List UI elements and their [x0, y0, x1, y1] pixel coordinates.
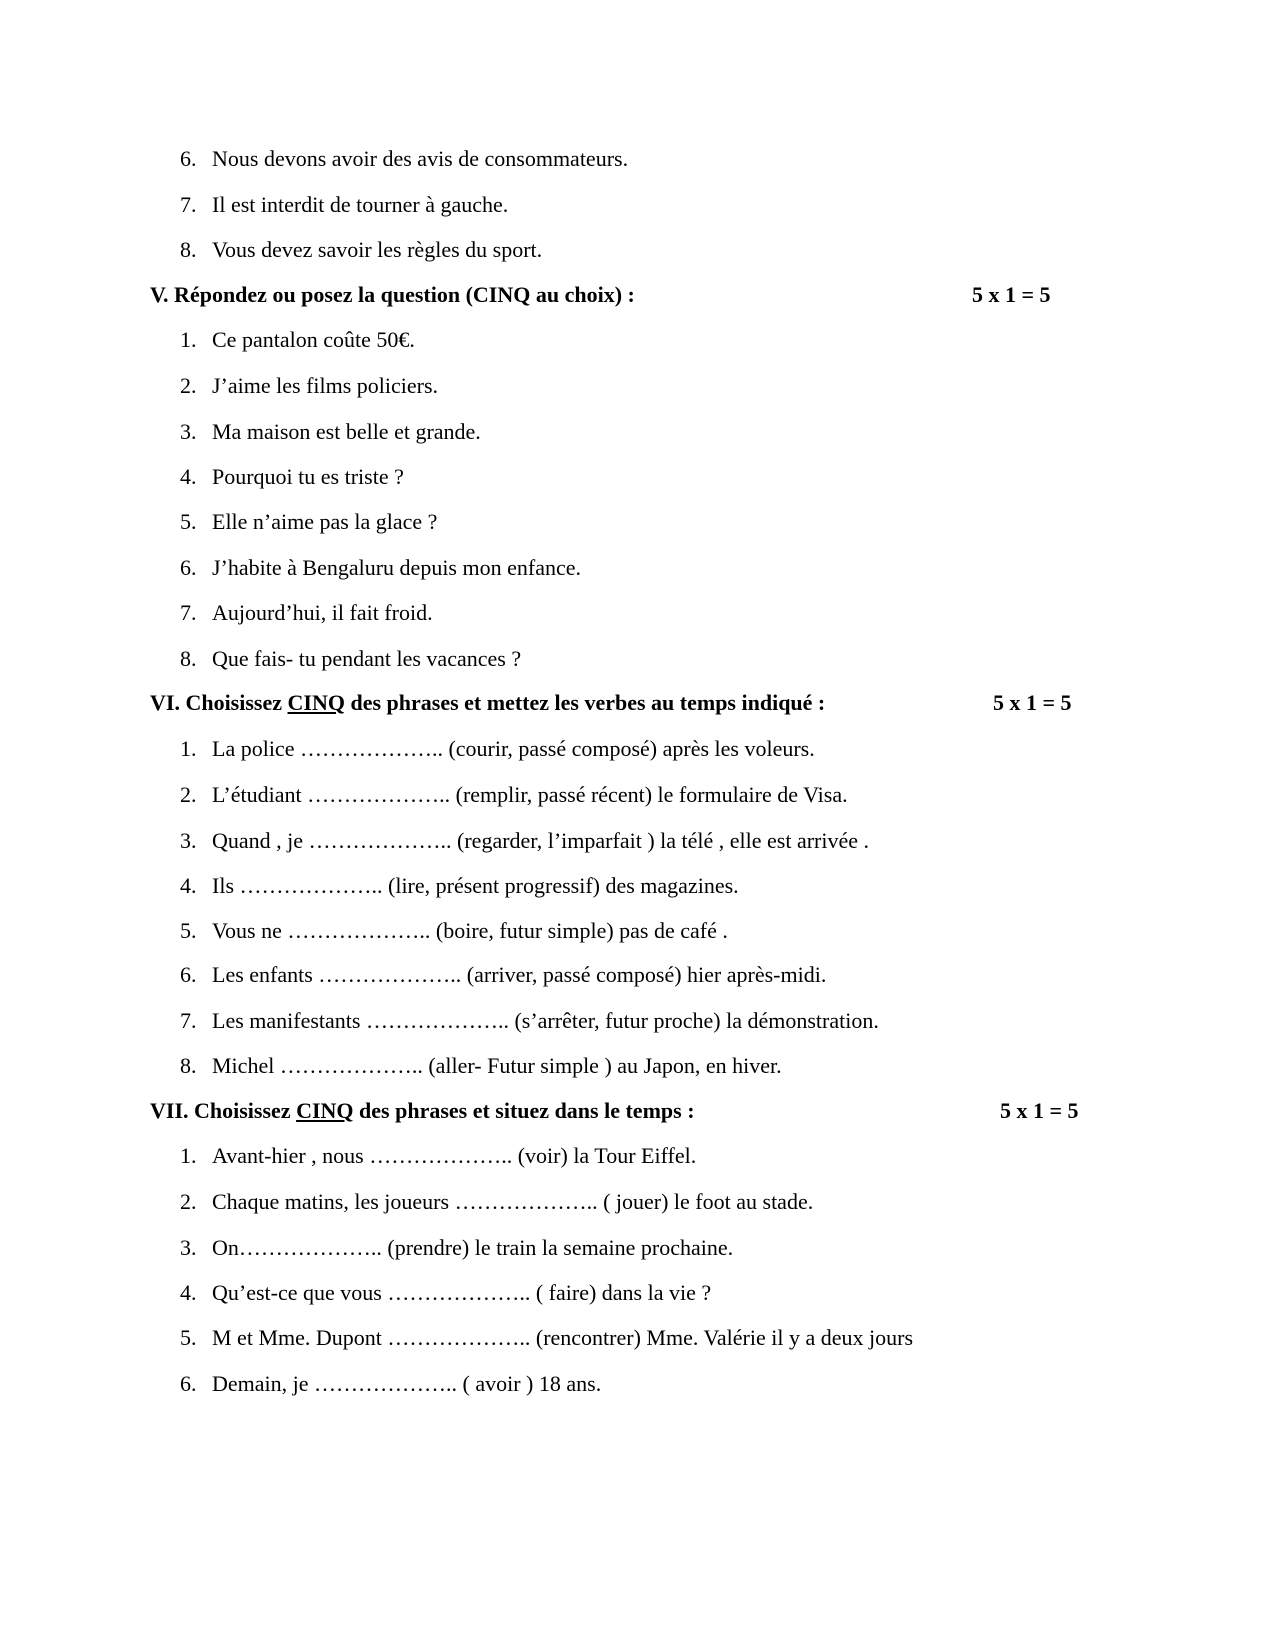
item-text: Aujourd’hui, il fait froid. [212, 600, 433, 625]
item-text: Ils ……………….. (lire, présent progressif) des magazines. [212, 873, 739, 898]
section-vii-marks: 5 x 1 = 5 [1000, 1098, 1079, 1123]
item-text: Demain, je ……………….. ( avoir ) 18 ans. [212, 1371, 602, 1396]
item-number: 5. [180, 509, 197, 534]
item-number: 3. [180, 419, 197, 444]
list-item [180, 509, 437, 535]
item-number: 2. [180, 373, 197, 398]
list-item [180, 962, 826, 988]
list-item [180, 1325, 913, 1351]
item-number: 5. [180, 918, 197, 943]
list-item [180, 419, 481, 445]
list-item [180, 600, 433, 626]
item-number: 3. [180, 1235, 197, 1260]
item-text: Pourquoi tu es triste ? [212, 464, 404, 489]
section-vi-marks: 5 x 1 = 5 [993, 690, 1072, 715]
list-item [180, 146, 628, 172]
item-text: Chaque matins, les joueurs ……………….. ( jouer) le foot au stade. [212, 1189, 814, 1214]
item-number: 6. [180, 962, 197, 987]
list-item [180, 464, 404, 490]
item-text: M et Mme. Dupont ……………….. (rencontrer) Mme. Valérie il y a deux jours [212, 1325, 914, 1350]
item-text: Michel ……………….. (aller- Futur simple ) au Japon, en hiver. [212, 1053, 782, 1078]
item-number: 1. [180, 1143, 197, 1168]
section-vii-heading [150, 1098, 695, 1124]
item-number: 7. [180, 192, 197, 217]
item-text: On……………….. (prendre) le train la semaine prochaine. [212, 1235, 734, 1260]
item-number: 6. [180, 146, 197, 171]
item-number: 8. [180, 237, 197, 262]
list-item [180, 1280, 711, 1306]
list-item [180, 873, 739, 899]
list-item [180, 1053, 782, 1079]
list-item [180, 555, 581, 581]
list-item [180, 237, 542, 263]
list-item [180, 782, 848, 808]
item-number: 4. [180, 1280, 197, 1305]
heading-text: VII. Choisissez [150, 1098, 297, 1123]
list-item [180, 1235, 733, 1261]
item-number: 2. [180, 782, 197, 807]
item-number: 6. [180, 555, 197, 580]
item-text: J’aime les films policiers. [212, 373, 439, 398]
item-text: Ce pantalon coûte 50€. [212, 327, 415, 352]
heading-emphasis: CINQ [296, 1098, 354, 1123]
item-text: Vous devez savoir les règles du sport. [212, 237, 543, 262]
item-text: Avant-hier , nous ……………….. (voir) la Tour Eiffel. [212, 1143, 697, 1168]
heading-text: des phrases et mettez les verbes au temps indiqué : [344, 690, 826, 715]
item-text: Il est interdit de tourner à gauche. [212, 192, 509, 217]
item-number: 1. [180, 736, 197, 761]
item-text: Elle n’aime pas la glace ? [212, 509, 438, 534]
list-item [180, 1143, 696, 1169]
item-text: Ma maison est belle et grande. [212, 419, 481, 444]
list-item [180, 1371, 601, 1397]
item-number: 8. [180, 1053, 197, 1078]
list-item [180, 828, 869, 854]
item-text: Nous devons avoir des avis de consommateurs. [212, 146, 629, 171]
item-number: 1. [180, 327, 197, 352]
list-item [180, 646, 521, 672]
item-text: Les enfants ……………….. (arriver, passé composé) hier après-midi. [212, 962, 827, 987]
item-number: 6. [180, 1371, 197, 1396]
item-text: Vous ne ……………….. (boire, futur simple) pas de café . [212, 918, 728, 943]
item-number: 8. [180, 646, 197, 671]
item-text: Les manifestants ……………….. (s’arrêter, futur proche) la démonstration. [212, 1008, 879, 1033]
item-number: 3. [180, 828, 197, 853]
item-text: Qu’est-ce que vous ……………….. ( faire) dans la vie ? [212, 1280, 712, 1305]
list-item [180, 373, 438, 399]
item-number: 5. [180, 1325, 197, 1350]
item-number: 4. [180, 464, 197, 489]
list-item [180, 1189, 813, 1215]
list-item [180, 192, 508, 218]
item-text: Que fais- tu pendant les vacances ? [212, 646, 522, 671]
item-number: 2. [180, 1189, 197, 1214]
list-item [180, 918, 728, 944]
item-number: 7. [180, 600, 197, 625]
item-text: La police ……………….. (courir, passé composé) après les voleurs. [212, 736, 815, 761]
item-number: 7. [180, 1008, 197, 1033]
heading-text: des phrases et situez dans le temps : [353, 1098, 695, 1123]
section-v-marks: 5 x 1 = 5 [972, 282, 1051, 307]
heading-text: VI. Choisissez [150, 690, 288, 715]
list-item [180, 1008, 879, 1034]
item-text: Quand , je ……………….. (regarder, l’imparfait ) la télé , elle est arrivée . [212, 828, 870, 853]
item-text: J’habite à Bengaluru depuis mon enfance. [212, 555, 581, 580]
heading-emphasis: CINQ [287, 690, 345, 715]
section-vi-heading [150, 690, 825, 716]
item-text: L’étudiant ……………….. (remplir, passé récent) le formulaire de Visa. [212, 782, 848, 807]
section-v-heading: V. Répondez ou posez la question (CINQ au choix) : [150, 282, 635, 307]
list-item [180, 736, 815, 762]
item-number: 4. [180, 873, 197, 898]
list-item [180, 327, 415, 353]
